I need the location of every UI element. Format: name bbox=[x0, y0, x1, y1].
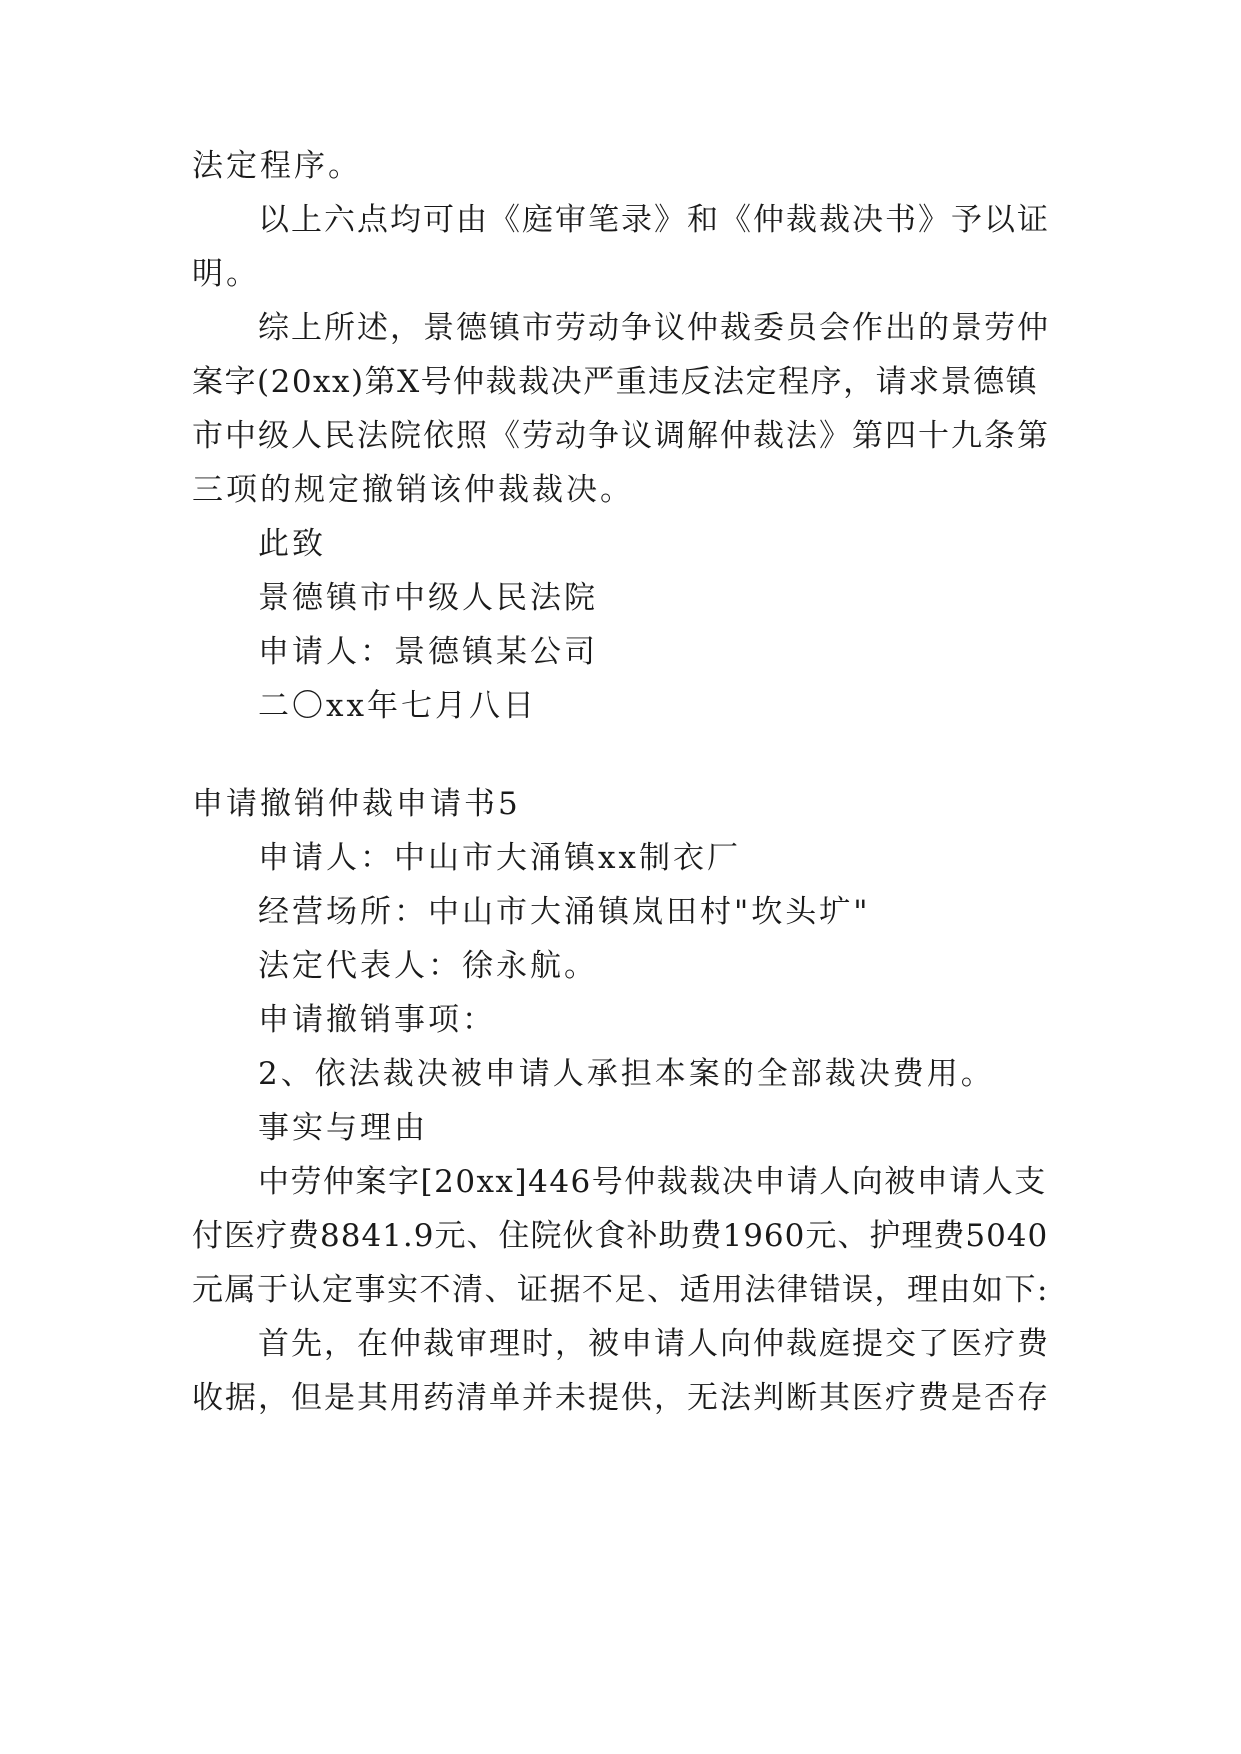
section-title: 申请撤销仲裁申请书5 bbox=[192, 786, 521, 822]
paragraph-line: 经营场所：中山市大涌镇岚田村"坎头圹" bbox=[258, 894, 871, 930]
paragraph-line: 明。 bbox=[192, 256, 260, 292]
recipient-court: 景德镇市中级人民法院 bbox=[258, 580, 598, 616]
document-date: 二〇xx年七月八日 bbox=[258, 688, 537, 724]
paragraph-line: 元属于认定事实不清、证据不足、适用法律错误，理由如下: bbox=[192, 1272, 1049, 1308]
applicant-signature: 申请人：景德镇某公司 bbox=[258, 634, 598, 670]
paragraph-line: 三项的规定撤销该仲裁裁决。 bbox=[192, 472, 634, 508]
paragraph-line: 法定程序。 bbox=[192, 148, 362, 184]
paragraph-line: 2、依法裁决被申请人承担本案的全部裁决费用。 bbox=[258, 1056, 995, 1092]
paragraph-line: 案字(20xx)第X号仲裁裁决严重违反法定程序，请求景德镇 bbox=[192, 364, 1039, 400]
paragraph-line: 付医疗费8841.9元、住院伙食补助费1960元、护理费5040 bbox=[192, 1218, 1049, 1254]
paragraph-line: 申请撤销事项： bbox=[258, 1002, 496, 1038]
paragraph-line: 申请人：中山市大涌镇xx制衣厂 bbox=[258, 840, 741, 876]
paragraph-line: 首先，在仲裁审理时，被申请人向仲裁庭提交了医疗费 bbox=[258, 1326, 1050, 1362]
paragraph-line: 收据，但是其用药清单并未提供，无法判断其医疗费是否存 bbox=[192, 1380, 1050, 1416]
paragraph-line: 综上所述，景德镇市劳动争议仲裁委员会作出的景劳仲 bbox=[258, 310, 1050, 346]
paragraph-line: 市中级人民法院依照《劳动争议调解仲裁法》第四十九条第 bbox=[192, 418, 1050, 454]
paragraph-line: 法定代表人：徐永航。 bbox=[258, 948, 598, 984]
paragraph-line: 以上六点均可由《庭审笔录》和《仲裁裁决书》予以证 bbox=[258, 202, 1050, 238]
paragraph-line: 中劳仲案字[20xx]446号仲裁裁决申请人向被申请人支 bbox=[258, 1164, 1047, 1200]
closing-salutation: 此致 bbox=[258, 526, 326, 562]
subheading: 事实与理由 bbox=[258, 1110, 428, 1146]
